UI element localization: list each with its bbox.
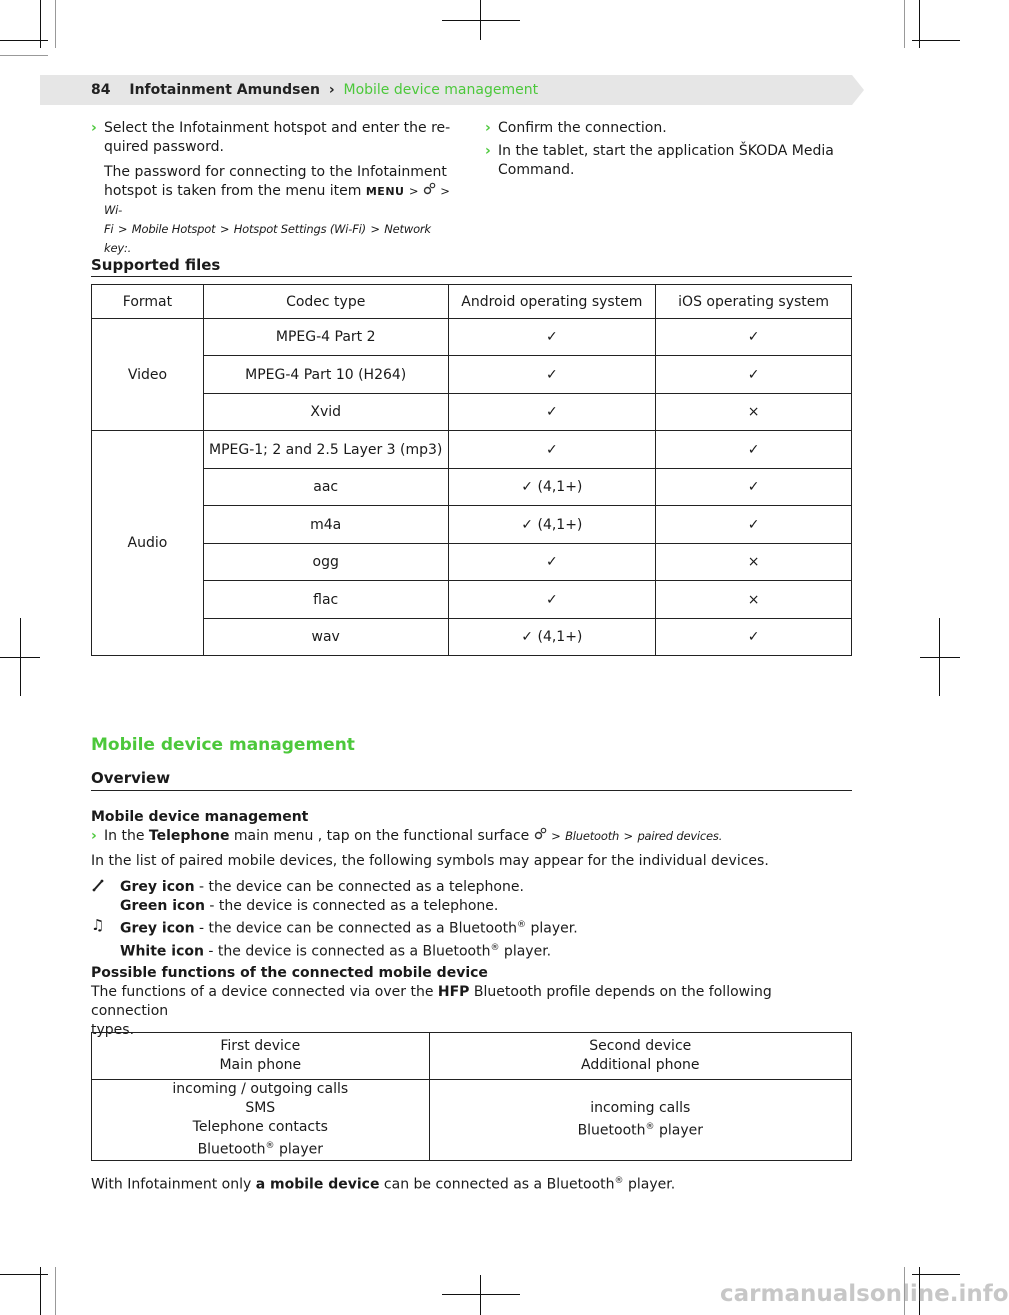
crop-mark — [20, 618, 21, 696]
table-header-row — [92, 285, 852, 319]
password-note-text: hotspot is taken from the menu item — [104, 183, 362, 199]
path-separator: > — [551, 829, 561, 843]
bullet-mid: main menu , tap on the functional surface — [233, 828, 530, 844]
registered-mark: ® — [614, 1176, 624, 1186]
supported-files-table — [91, 284, 852, 656]
crop-mark — [480, 0, 481, 40]
legend-line — [120, 916, 578, 939]
codec-cell: aac — [203, 469, 448, 506]
codec-cell: m4a — [203, 506, 448, 544]
format-cell-video: Video — [92, 319, 204, 431]
legend-term: Grey icon — [120, 920, 195, 937]
list-item — [485, 142, 855, 180]
first-device-functions — [92, 1080, 430, 1161]
functions-hfp: HFP — [437, 984, 470, 1000]
path-mobile-hotspot: Mobile Hotspot — [131, 222, 216, 236]
crop-mark — [442, 1294, 520, 1295]
page-number: 84 — [91, 82, 111, 98]
music-legend-text — [120, 916, 578, 961]
second-device-header — [429, 1033, 851, 1080]
functions-text — [91, 983, 852, 1021]
function-item: Telephone contacts — [192, 1119, 328, 1135]
breadcrumb-separator: › — [328, 82, 335, 98]
registered-mark: ® — [490, 942, 500, 953]
path-separator: > — [440, 184, 450, 198]
function-item: incoming calls — [590, 1100, 691, 1116]
section-title-supported-files: Supported files — [91, 256, 221, 274]
path-fi: Fi — [104, 222, 114, 236]
table-row — [92, 394, 852, 431]
ios-cell: × — [656, 581, 852, 619]
android-cell: ✓ — [448, 581, 656, 619]
codec-cell: flac — [203, 581, 448, 619]
crop-mark — [919, 0, 920, 48]
path-separator: > — [623, 829, 633, 843]
crop-mark — [0, 55, 48, 56]
codec-cell: Xvid — [203, 394, 448, 431]
function-item-suffix: player — [654, 1122, 703, 1139]
header-line: Main phone — [219, 1057, 302, 1073]
path-bluetooth: Bluetooth — [565, 829, 620, 843]
functions-title: Possible functions of the connected mobile device — [91, 965, 488, 981]
table-row — [92, 506, 852, 544]
column-header: iOS operating system — [656, 285, 852, 319]
table-row — [92, 1080, 852, 1161]
page-header-arrow — [852, 75, 864, 105]
ios-cell: × — [656, 394, 852, 431]
table-row — [92, 581, 852, 619]
settings-gear-icon — [423, 183, 440, 199]
android-cell: ✓ — [448, 394, 656, 431]
footer-note — [91, 1172, 852, 1195]
bullet-text: Confirm the connection. — [498, 120, 667, 136]
devices-table — [91, 1032, 852, 1161]
first-device-header — [92, 1033, 430, 1080]
crop-mark — [40, 1267, 41, 1315]
menu-key: MENU — [365, 185, 405, 198]
path-network-key: Network key:. — [104, 222, 431, 255]
chevron-right-icon: › — [485, 120, 491, 136]
legend-term: Green icon — [120, 898, 205, 914]
android-cell: ✓ (4,1+) — [448, 506, 656, 544]
function-item — [434, 1118, 847, 1141]
table-row — [92, 544, 852, 581]
path-separator: > — [408, 184, 419, 198]
path-wi: Wi- — [104, 203, 123, 217]
overview-subtitle: Mobile device management — [91, 809, 309, 825]
legend-desc: - the device can be connected as a Bluetooth — [194, 920, 518, 937]
watermark: carmanualsonline.info — [720, 1281, 1009, 1307]
format-cell-audio: Audio — [92, 431, 204, 656]
legend-line — [120, 897, 524, 916]
section-rule — [91, 790, 852, 791]
registered-mark: ® — [517, 920, 527, 930]
right-column — [485, 119, 855, 184]
table-header-row — [92, 1033, 852, 1080]
path-separator: > — [219, 222, 230, 236]
ios-cell: ✓ — [656, 469, 852, 506]
legend-desc-end: player. — [526, 920, 578, 937]
left-column — [91, 119, 461, 262]
function-item: SMS — [245, 1100, 276, 1116]
breadcrumb-current: Mobile device management — [343, 82, 539, 98]
header-line: First device — [220, 1038, 301, 1054]
overview-block — [91, 808, 852, 871]
telephone-menu-name: Telephone — [148, 828, 230, 844]
path-hotspot-settings: Hotspot Settings (Wi-Fi) — [233, 222, 366, 236]
music-note-icon: ♫ — [91, 916, 105, 934]
password-note-line2 — [104, 182, 461, 220]
path-separator: > — [370, 222, 380, 236]
functions-block — [91, 964, 852, 1040]
registered-mark: ® — [645, 1122, 655, 1132]
footer-text-pre: With Infotainment only — [91, 1176, 252, 1193]
page-header — [91, 82, 538, 98]
crop-mark — [40, 0, 41, 48]
column-header: Format — [92, 285, 204, 319]
section-title-overview: Overview — [91, 769, 171, 787]
list-item — [91, 827, 852, 846]
android-cell: ✓ (4,1+) — [448, 469, 656, 506]
chevron-right-icon: › — [91, 828, 97, 844]
bullet-prefix: In the — [104, 828, 145, 844]
crop-mark — [920, 657, 960, 658]
android-cell: ✓ (4,1+) — [448, 619, 656, 656]
codec-cell: MPEG-4 Part 2 — [203, 319, 448, 356]
function-item-text: Bluetooth — [197, 1141, 266, 1158]
crop-mark — [939, 618, 940, 696]
ios-cell: ✓ — [656, 431, 852, 469]
bullet-text-line1: Select the Infotainment hotspot and enter the re- — [104, 120, 451, 136]
section-rule — [91, 276, 852, 277]
android-cell: ✓ — [448, 544, 656, 581]
list-item — [91, 119, 461, 258]
list-item — [485, 119, 855, 138]
table-row — [92, 356, 852, 394]
footer-text-end: player. — [623, 1176, 676, 1193]
legend-desc-end: player. — [499, 943, 552, 960]
bullet-text-line2: Command. — [498, 162, 575, 178]
functions-text-post: Bluetooth profile depends on the following connection — [91, 984, 772, 1019]
path-paired-devices: paired devices. — [637, 829, 723, 843]
chevron-right-icon: › — [485, 143, 491, 159]
phone-handset-icon — [91, 878, 107, 898]
legend-desc: - the device is connected as a Bluetooth — [203, 943, 491, 960]
legend-desc: - the device is connected as a telephone. — [204, 898, 499, 914]
footer-bold: a mobile device — [255, 1176, 380, 1193]
paired-list-intro: In the list of paired mobile devices, the following symbols may appear for the individual devices. — [91, 853, 769, 869]
function-item: incoming / outgoing calls — [172, 1081, 349, 1097]
settings-gear-icon — [534, 828, 551, 844]
functions-text-pre: The functions of a device connected via over the — [91, 984, 434, 1000]
password-note — [104, 163, 461, 258]
function-item — [96, 1137, 425, 1160]
chevron-right-icon: › — [91, 120, 97, 136]
bullet-text-line1: In the tablet, start the application ŠKODA Media — [498, 143, 834, 159]
header-line: Second device — [589, 1038, 692, 1054]
breadcrumb-chapter[interactable]: Infotainment Amundsen — [129, 82, 320, 98]
heading-mobile-device-management: Mobile device management — [91, 735, 355, 755]
ios-cell: × — [656, 544, 852, 581]
function-item-text: Bluetooth — [577, 1122, 646, 1139]
codec-cell: wav — [203, 619, 448, 656]
table-row — [92, 619, 852, 656]
path-separator: > — [117, 222, 128, 236]
table-row — [92, 431, 852, 469]
crop-mark — [480, 1275, 481, 1315]
crop-mark — [904, 0, 905, 48]
column-header: Android operating system — [448, 285, 656, 319]
legend-desc: - the device can be connected as a telephone. — [194, 879, 524, 895]
codec-cell: MPEG-4 Part 10 (H264) — [203, 356, 448, 394]
function-item-suffix: player — [274, 1141, 323, 1158]
phone-legend-text — [120, 878, 524, 916]
header-line: Additional phone — [581, 1057, 700, 1073]
codec-cell: ogg — [203, 544, 448, 581]
table-row — [92, 319, 852, 356]
bullet-text-line2: quired password. — [104, 139, 224, 155]
crop-mark — [442, 20, 520, 21]
password-note-line3 — [104, 220, 461, 258]
ios-cell: ✓ — [656, 356, 852, 394]
password-note-line1: The password for connecting to the Infotainment — [104, 164, 447, 180]
ios-cell: ✓ — [656, 619, 852, 656]
android-cell: ✓ — [448, 431, 656, 469]
ios-cell: ✓ — [656, 506, 852, 544]
crop-mark — [55, 1267, 56, 1315]
second-device-functions — [429, 1080, 851, 1161]
codec-cell: MPEG-1; 2 and 2.5 Layer 3 (mp3) — [203, 431, 448, 469]
legend-term: White icon — [120, 943, 204, 960]
footer-text-post: can be connected as a Bluetooth — [383, 1176, 615, 1193]
functions-text-end: types. — [91, 1022, 135, 1038]
android-cell: ✓ — [448, 356, 656, 394]
ios-cell: ✓ — [656, 319, 852, 356]
crop-mark — [55, 0, 56, 48]
table-row — [92, 469, 852, 506]
legend-line — [120, 878, 524, 897]
legend-line — [120, 939, 578, 962]
legend-term: Grey icon — [120, 879, 195, 895]
column-header: Codec type — [203, 285, 448, 319]
android-cell: ✓ — [448, 319, 656, 356]
registered-mark: ® — [265, 1141, 275, 1151]
